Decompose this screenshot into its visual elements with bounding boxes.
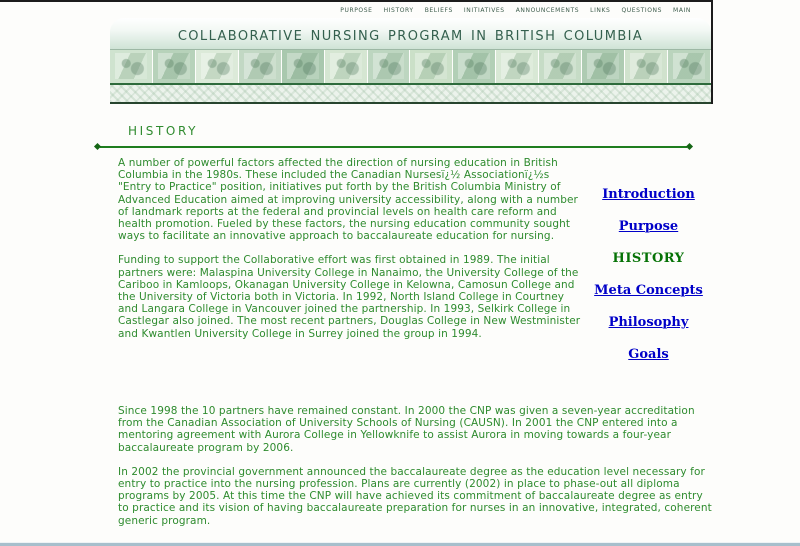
main-content [110,120,713,527]
sidebar-item-meta-concepts[interactable]: Meta Concepts [594,283,703,298]
history-paragraph-3: Since 1998 the 10 partners have remained constant. In 2000 the CNP was given a seven-year accreditation from the Canadian Association of University Schools of Nursing (CAUSN). In 2001 the CNP entered into a mentoring agreement with Aurora College in Yellowknife to assist Aurora in moving towards a four-year baccalaureate program by 2006. [118,405,695,454]
sidebar-item-philosophy[interactable]: Philosophy [608,315,689,330]
nav-link-links[interactable]: links [590,5,611,15]
section-rule [95,144,692,149]
sidebar-item-goals[interactable]: Goals [628,347,669,362]
banner [110,18,711,49]
collage-tile [325,50,367,83]
nav-link-main[interactable]: main [673,5,691,15]
window-bottom-edge [0,542,800,546]
rule-bar [100,146,687,148]
page-title: history [128,120,199,140]
sidebar-item-purpose[interactable]: Purpose [618,219,679,234]
collage-tile [625,50,667,83]
nav-link-history[interactable]: history [383,5,414,15]
collage-tile [668,50,710,83]
rule-diamond-left [94,143,101,150]
section-sidebar [584,157,713,379]
collage-tile [110,50,152,83]
nav-link-questions[interactable]: questions [621,5,663,15]
text-and-sidebar [118,157,713,379]
collage-tile [196,50,238,83]
photo-collage-strip [110,49,711,83]
rule-diamond-right [686,143,693,150]
collage-tile [453,50,495,83]
nav-link-announcements[interactable]: announcements [515,5,580,15]
history-paragraph-2: Funding to support the Collaborative effort was first obtained in 1989. The initial partners were: Malaspina University College in Nanaimo, the University College of the Cariboo in Kamloops, Okanagan University College in Kelowna, Camosun College and the University of Victoria both in Victoria. In 1992, North Island College in Courtney and Langara College in Vancouver joined the partnership. In 1993, Selkirk College in Castlegar also joined. The most recent partners, Douglas College in New Westminister and Kwantlen University College in Surrey joined the group in 1994. [118,254,581,340]
collage-tile [239,50,281,83]
history-paragraph-1: A number of powerful factors affected the direction of nursing education in British Columbia in the 1980s. These included the Canadian Nursesï¿½ Associationï¿½s "Entry to Practice" position, initiatives put forth by the British Columbia Ministry of Advanced Education aimed at improving university accessibility, along with a number of landmark reports at the federal and provincial levels on health care reform and health promotion. Fueled by these factors, the nursing education community sought ways to facilitate an innovative approach to baccalaureate education for nursing. [118,157,578,243]
nav-link-initiatives[interactable]: initiatives [463,5,505,15]
page-header [110,2,713,104]
collage-tile [410,50,452,83]
content-column [110,2,713,539]
nav-link-purpose[interactable]: purpose [340,5,373,15]
collage-tile [582,50,624,83]
sidebar-item-history: HISTORY [612,251,685,266]
collage-tile [496,50,538,83]
collage-tile [368,50,410,83]
sidebar-item-introduction[interactable]: Introduction [602,187,695,202]
site-title: collaborative nursing program in british columbia [177,22,644,45]
texture-strip [110,85,711,104]
collage-tile [539,50,581,83]
history-paragraph-4: In 2002 the provincial government announced the baccalaureate degree as the education level necessary for entry to practice into the nursing profession. Plans are currently (2002) in place to phase-out all diploma programs by 2005. At this time the CNP will have achieved its commitment of baccalaureate degree as entry to practice and its vision of having baccalaureate preparation for nurses in an innovative, integrated, coherent generic program. [118,465,712,527]
nav-link-beliefs[interactable]: beliefs [424,5,453,15]
collage-tile [153,50,195,83]
history-paragraphs [118,157,584,379]
collage-tile [282,50,324,83]
top-navigation [110,2,711,18]
